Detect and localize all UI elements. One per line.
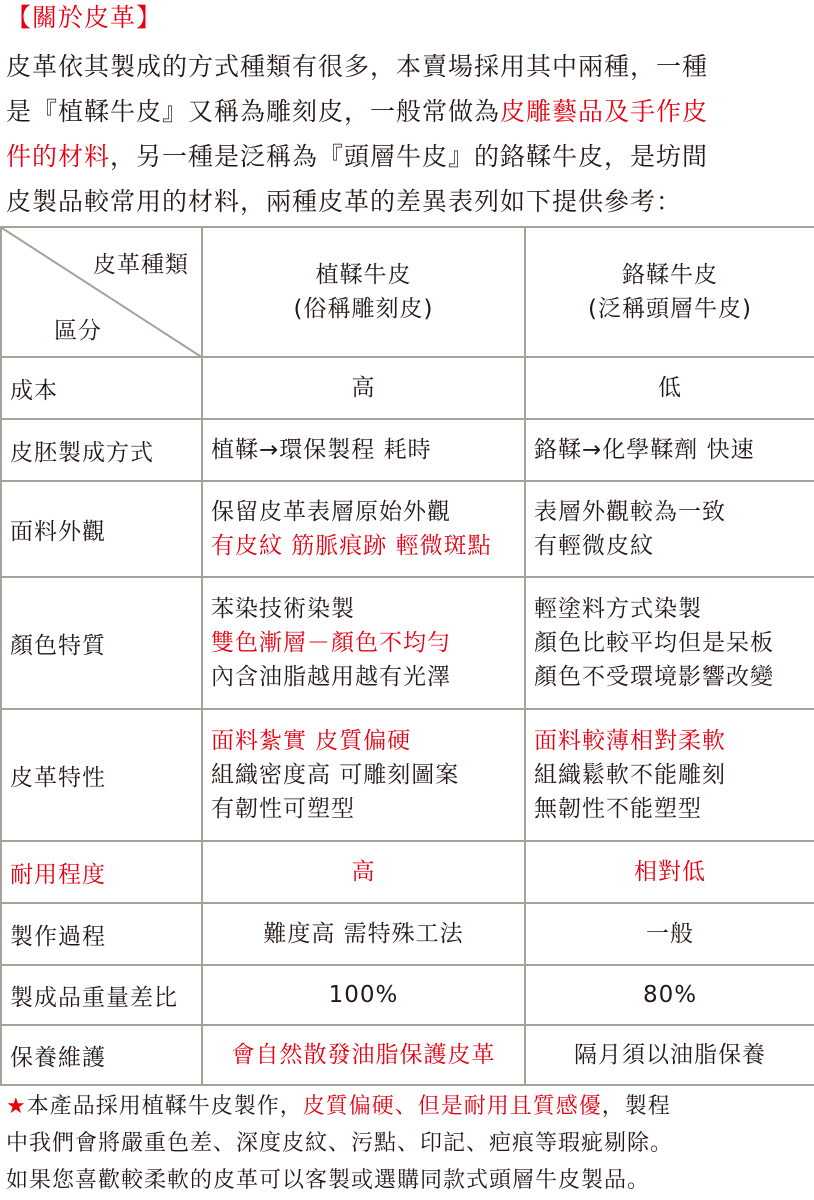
- table-row: [1, 841, 814, 903]
- vegetable-tanned-cell: [202, 903, 525, 965]
- vegetable-tanned-cell: [202, 1025, 525, 1085]
- cell-line: 組織鬆軟不能雕刻: [534, 762, 726, 788]
- cell-line: 100%: [328, 982, 399, 1008]
- table-header-row: [1, 227, 814, 357]
- footer-line-3: [6, 1162, 812, 1199]
- vegetable-tanned-cell: [202, 965, 525, 1025]
- vegetable-tanned-cell: [202, 357, 525, 419]
- chrome-tanned-cell: [525, 577, 814, 709]
- table-row: [1, 357, 814, 419]
- cell-line: 無韌性不能塑型: [534, 796, 702, 822]
- header-col-vegetable-tanned: [202, 227, 525, 357]
- row-label: 成本: [10, 377, 58, 404]
- chrome-tanned-cell: [525, 709, 814, 841]
- chrome-tanned-cell: [525, 903, 814, 965]
- star-icon: ★: [6, 1094, 27, 1119]
- intro-line-4-text: 皮製品較常用的材料，兩種皮革的差異表列如下提供參考：: [6, 187, 683, 216]
- cell-line: 有皮紋 筋脈痕跡 輕微斑點: [211, 533, 492, 559]
- table-row: [1, 903, 814, 965]
- cell-line: 面料紮實 皮質偏硬: [211, 728, 412, 754]
- cell-line: 面料較薄相對柔軟: [534, 728, 726, 754]
- intro-highlight-2: 件的材料: [6, 142, 111, 171]
- footer-line-1: [6, 1088, 812, 1125]
- row-label: 面料外觀: [10, 518, 106, 545]
- intro-line-1: [6, 44, 810, 89]
- cell-line: 保留皮革表層原始外觀: [211, 499, 451, 525]
- row-label-cell: [1, 419, 202, 481]
- cell-line: 80%: [642, 982, 698, 1008]
- footer-line-1-text: 本產品採用植鞣牛皮製作，: [26, 1094, 303, 1119]
- row-label: 皮革特性: [10, 764, 106, 791]
- row-label: 製作過程: [10, 923, 106, 950]
- row-label: 製成品重量差比: [10, 984, 178, 1011]
- cell-line: 難度高 需特殊工法: [263, 921, 464, 947]
- intro-line-3-text: ，另一種是泛稱為『頭層牛皮』的鉻鞣牛皮，是坊間: [110, 142, 709, 171]
- intro-line-2-text: 是『植鞣牛皮』又稱為雕刻皮，一般常做為: [6, 97, 501, 126]
- section-title: 【關於皮革】: [6, 3, 163, 32]
- row-label: 耐用程度: [10, 861, 106, 888]
- table-row: [1, 577, 814, 709]
- cell-line: 高: [351, 859, 376, 885]
- row-label-cell: [1, 841, 202, 903]
- row-label-cell: [1, 357, 202, 419]
- chrome-tanned-cell: [525, 357, 814, 419]
- header-col1-alias: (俗稱雕刻皮): [293, 296, 434, 322]
- row-label: 皮胚製成方式: [10, 439, 154, 466]
- cell-line: 一般: [646, 921, 694, 947]
- corner-label-type: 皮革種類: [93, 252, 189, 278]
- chrome-tanned-cell: [525, 965, 814, 1025]
- corner-label-category: 區分: [54, 318, 102, 344]
- chrome-tanned-cell: [525, 419, 814, 481]
- header-col2-alias: (泛稱頭層牛皮): [588, 296, 752, 322]
- vegetable-tanned-cell: [202, 419, 525, 481]
- intro-line-1-text: 皮革依其製成的方式種類有很多，本賣場採用其中兩種，一種: [6, 52, 709, 81]
- cell-line: 鉻鞣→化學鞣劑 快速: [534, 437, 755, 463]
- cell-line: 會自然散發油脂保護皮革: [231, 1042, 496, 1068]
- table-row: [1, 1025, 814, 1085]
- intro-line-3: [6, 134, 810, 179]
- row-label-cell: [1, 965, 202, 1025]
- intro-highlight-1: 皮雕藝品及手作皮: [500, 97, 709, 126]
- footer-line-3-text: 如果您喜歡較柔軟的皮革可以客製或選購同款式頭層牛皮製品。: [6, 1168, 651, 1193]
- footer-note: [6, 1088, 812, 1199]
- header-col1-name: 植鞣牛皮: [315, 262, 412, 288]
- row-label-cell: [1, 709, 202, 841]
- footer-highlight: 皮質偏硬、但是耐用且質感優: [302, 1094, 602, 1119]
- cell-line: 雙色漸層－顏色不均勻: [211, 630, 451, 656]
- vegetable-tanned-cell: [202, 709, 525, 841]
- header-corner-cell: [1, 227, 202, 357]
- vegetable-tanned-cell: [202, 841, 525, 903]
- cell-line: 相對低: [634, 859, 706, 885]
- cell-line: 輕塗料方式染製: [534, 596, 702, 622]
- row-label-cell: [1, 1025, 202, 1085]
- cell-line: 組織密度高 可雕刻圖案: [211, 762, 460, 788]
- row-label-cell: [1, 903, 202, 965]
- cell-line: 顏色比較平均但是呆板: [534, 630, 774, 656]
- header-col2-name: 鉻鞣牛皮: [622, 262, 718, 288]
- intro-line-4: [6, 179, 810, 224]
- cell-line: 顏色不受環境影響改變: [534, 664, 774, 690]
- footer-line-2: [6, 1125, 812, 1162]
- chrome-tanned-cell: [525, 1025, 814, 1085]
- cell-line: 有輕微皮紋: [534, 533, 654, 559]
- cell-line: 表層外觀較為一致: [534, 499, 726, 525]
- row-label-cell: [1, 481, 202, 577]
- table-row: [1, 709, 814, 841]
- cell-line: 隔月須以油脂保養: [574, 1042, 766, 1068]
- chrome-tanned-cell: [525, 481, 814, 577]
- comparison-table: [0, 226, 814, 1086]
- cell-line: 低: [658, 375, 682, 401]
- footer-line-1-tail: ，製程: [601, 1094, 671, 1119]
- intro-paragraph: [6, 44, 810, 224]
- table-row: [1, 419, 814, 481]
- cell-line: 內含油脂越用越有光澤: [211, 664, 451, 690]
- row-label: 顏色特質: [10, 632, 106, 659]
- cell-line: 高: [351, 375, 376, 401]
- footer-line-2-text: 中我們會將嚴重色差、深度皮紋、污點、印記、疤痕等瑕疵剔除。: [6, 1131, 674, 1156]
- header-col-chrome-tanned: [525, 227, 814, 357]
- vegetable-tanned-cell: [202, 481, 525, 577]
- cell-line: 苯染技術染製: [211, 596, 355, 622]
- table-row: [1, 481, 814, 577]
- row-label-cell: [1, 577, 202, 709]
- cell-line: 植鞣→環保製程 耗時: [211, 437, 432, 463]
- intro-line-2: [6, 89, 810, 134]
- table-row: [1, 965, 814, 1025]
- vegetable-tanned-cell: [202, 577, 525, 709]
- row-label: 保養維護: [10, 1044, 106, 1071]
- chrome-tanned-cell: [525, 841, 814, 903]
- cell-line: 有韌性可塑型: [211, 796, 355, 822]
